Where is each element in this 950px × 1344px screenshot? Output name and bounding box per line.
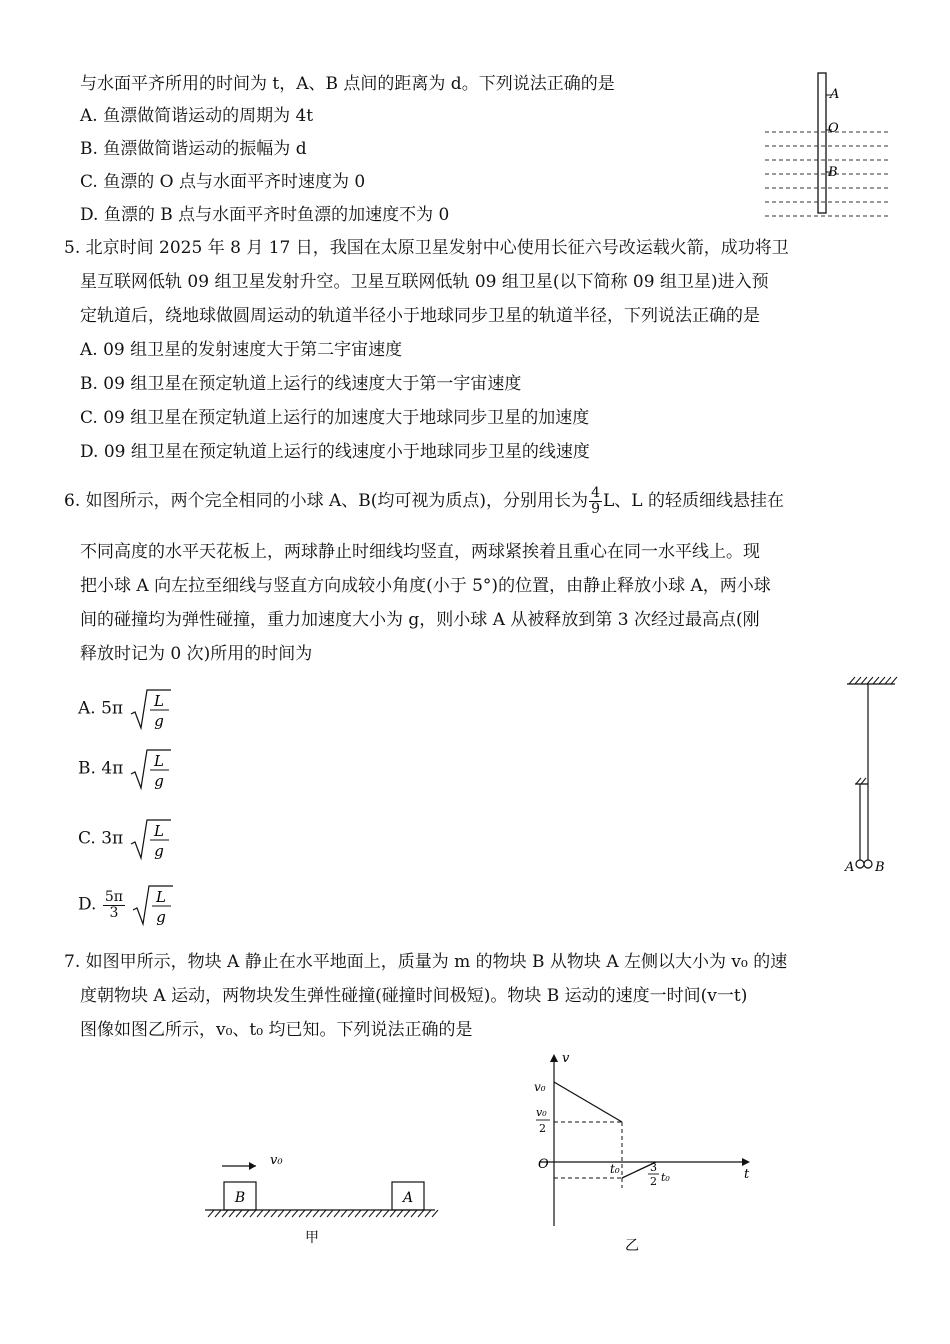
q4-option-c: C. 鱼漂的 O 点与水面平齐时速度为 0 — [80, 172, 366, 192]
sqrt-symbol — [129, 686, 173, 732]
q4-option-a: A. 鱼漂做简谐运动的周期为 4t — [80, 106, 314, 126]
hatch-mark — [334, 1210, 340, 1217]
hatch-mark — [243, 1210, 249, 1217]
hatch-mark — [411, 1210, 417, 1217]
ceiling-hatch-lower — [856, 778, 866, 784]
vt-segment-before — [554, 1082, 622, 1122]
hatch-mark — [236, 1210, 242, 1217]
t-axis-label: t — [744, 1167, 750, 1182]
hatch-mark — [320, 1210, 326, 1217]
q6-stem-line-3: 把小球 A 向左拉至细线与竖直方向成较小角度(小于 5°)的位置，由静止释放小球 A，两小球 — [80, 576, 771, 596]
label-o: O — [828, 121, 839, 136]
hatch-mark — [299, 1210, 305, 1217]
q6-option-b — [78, 746, 173, 792]
hatch-mark — [362, 1210, 368, 1217]
q5-stem-line-2: 星互联网低轨 09 组卫星发射升空。卫星互联网低轨 09 组卫星(以下简称 09 组卫星)进入预 — [80, 272, 769, 292]
q6-stem-part-a: 6. 如图所示，两个完全相同的小球 A、B(均可视为质点)，分别用长为 — [64, 491, 589, 511]
hatch-mark — [278, 1210, 284, 1217]
q5-stem-line-1: 5. 北京时间 2025 年 8 月 17 日，我国在太原卫星发射中心使用长征六号改运载火箭，成功将卫 — [64, 238, 789, 258]
q6-frac-den: 9 — [591, 501, 600, 517]
q5-stem-line-3: 定轨道后，绕地球做圆周运动的轨道半径小于地球同步卫星的轨道半径，下列说法正确的是 — [80, 306, 760, 326]
q6-option-d-coef-den: 3 — [109, 904, 119, 921]
q6-option-c-label: C. — [78, 828, 96, 849]
label-a: A — [830, 87, 840, 102]
tick-t0: t₀ — [610, 1162, 620, 1176]
q6-option-c — [78, 816, 173, 862]
q6-option-c-coef: 3π — [101, 828, 124, 849]
tick-three-half-num: 3 — [650, 1161, 657, 1174]
q7-figure-jia — [200, 1140, 440, 1255]
q6-option-d — [78, 882, 175, 928]
q6-option-b-coef: 4π — [101, 758, 124, 779]
q7-stem-line-1: 7. 如图甲所示，物块 A 静止在水平地面上，质量为 m 的物块 B 从物块 A 左侧以大小为 v₀ 的速 — [64, 952, 788, 972]
q6-option-a-coef: 5π — [101, 698, 124, 719]
q4-option-d: D. 鱼漂的 B 点与水面平齐时鱼漂的加速度不为 0 — [80, 205, 450, 225]
q6-option-d-coef-num: 5π — [104, 888, 123, 905]
q6-frac-num: 4 — [591, 485, 600, 501]
q6-fraction — [589, 486, 602, 517]
v0-label: v₀ — [270, 1153, 283, 1168]
v-axis-arrow-icon — [550, 1054, 558, 1062]
tick-three-half-den: 2 — [650, 1175, 657, 1188]
sqrt-symbol — [131, 882, 175, 928]
hatch-mark — [348, 1210, 354, 1217]
hatch-mark — [306, 1210, 312, 1217]
hatch-mark — [264, 1210, 270, 1217]
t-axis-arrow-icon — [742, 1158, 750, 1166]
hatch-mark — [222, 1210, 228, 1217]
ground-hatch — [208, 1210, 438, 1217]
sqrt-den: g — [153, 712, 164, 730]
hatch-mark — [390, 1210, 396, 1217]
q7-stem-line-2: 度朝物块 A 运动，两物块发生弹性碰撞(碰撞时间极短)。物块 B 运动的速度一时间(v一t) — [80, 986, 748, 1006]
hatch-mark — [369, 1210, 375, 1217]
q4-stem-end: 与水面平齐所用的时间为 t，A、B 点间的距离为 d。下列说法正确的是 — [80, 74, 615, 94]
hatch-mark — [271, 1210, 277, 1217]
block-a-label: A — [402, 1190, 414, 1206]
sqrt-den: g — [153, 772, 164, 790]
hatch-mark — [229, 1210, 235, 1217]
hatch-mark — [341, 1210, 347, 1217]
hatch-mark — [376, 1210, 382, 1217]
tick-three-half-t: t₀ — [661, 1171, 670, 1184]
q6-stem-line-1 — [64, 484, 784, 518]
q6-option-a — [78, 686, 173, 732]
hatch-mark — [327, 1210, 333, 1217]
hatch-mark — [383, 1210, 389, 1217]
sqrt-num: L — [153, 692, 164, 710]
origin-label: O — [538, 1157, 549, 1172]
sqrt-den: g — [153, 842, 164, 860]
q6-option-d-coef — [103, 890, 125, 921]
hatch-mark — [432, 1210, 438, 1217]
arrow-head-icon — [249, 1162, 256, 1170]
sqrt-num: L — [153, 752, 164, 770]
hatch-mark — [292, 1210, 298, 1217]
q6-option-b-label: B. — [78, 758, 96, 779]
q6-stem-line-5: 释放时记为 0 次)所用的时间为 — [80, 644, 313, 664]
q5-option-d: D. 09 组卫星在预定轨道上运行的线速度小于地球同步卫星的线速度 — [80, 442, 590, 462]
hatch-mark — [425, 1210, 431, 1217]
hatch-mark — [257, 1210, 263, 1217]
hatch-mark — [355, 1210, 361, 1217]
hatch-mark — [397, 1210, 403, 1217]
label-b: B — [828, 165, 838, 180]
ball-b — [864, 860, 872, 868]
sqrt-symbol — [129, 746, 173, 792]
sqrt-num: L — [153, 822, 164, 840]
block-b-label: B — [234, 1190, 246, 1206]
q6-option-d-label: D. — [78, 894, 97, 915]
sqrt-num: L — [156, 888, 167, 906]
q7-figure-yi — [520, 1050, 770, 1255]
label-ball-a: A — [845, 860, 855, 875]
float-rod — [818, 73, 826, 213]
tick-half-v0-den: 2 — [539, 1122, 546, 1135]
tick-half-v0-num: v₀ — [536, 1106, 547, 1119]
hatch-mark — [418, 1210, 424, 1217]
label-ball-b: B — [875, 860, 885, 875]
q6-option-a-label: A. — [78, 698, 96, 719]
q6-stem-line-2: 不同高度的水平天花板上，两球静止时细线均竖直，两球紧挨着且重心在同一水平线上。现 — [80, 542, 760, 562]
q6-stem-part-b: L、L 的轻质细线悬挂在 — [602, 491, 784, 511]
q4-float-figure — [760, 70, 890, 220]
q5-option-b: B. 09 组卫星在预定轨道上运行的线速度大于第一宇宙速度 — [80, 374, 522, 394]
q4-option-b: B. 鱼漂做简谐运动的振幅为 d — [80, 139, 307, 159]
caption-jia: 甲 — [305, 1230, 319, 1246]
tick-v0: v₀ — [534, 1080, 546, 1094]
hatch-mark — [285, 1210, 291, 1217]
ball-a — [856, 860, 864, 868]
q6-pendulum-figure — [835, 672, 905, 882]
q6-stem-line-4: 间的碰撞均为弹性碰撞，重力加速度大小为 g，则小球 A 从被释放到第 3 次经过最高点(刚 — [80, 610, 760, 630]
caption-yi: 乙 — [625, 1238, 639, 1254]
hatch-mark — [208, 1210, 214, 1217]
sqrt-den: g — [156, 908, 167, 926]
hatch-mark — [250, 1210, 256, 1217]
q5-option-c: C. 09 组卫星在预定轨道上运行的加速度大于地球同步卫星的加速度 — [80, 408, 590, 428]
q7-stem-line-3: 图像如图乙所示，v₀、t₀ 均已知。下列说法正确的是 — [80, 1020, 473, 1040]
hatch-mark — [215, 1210, 221, 1217]
hatch-mark — [313, 1210, 319, 1217]
sqrt-symbol — [129, 816, 173, 862]
hatch-mark — [404, 1210, 410, 1217]
ceiling-hatch-upper — [849, 677, 897, 684]
v-axis-label: v — [562, 1051, 570, 1066]
q5-option-a: A. 09 组卫星的发射速度大于第二宇宙速度 — [80, 340, 403, 360]
